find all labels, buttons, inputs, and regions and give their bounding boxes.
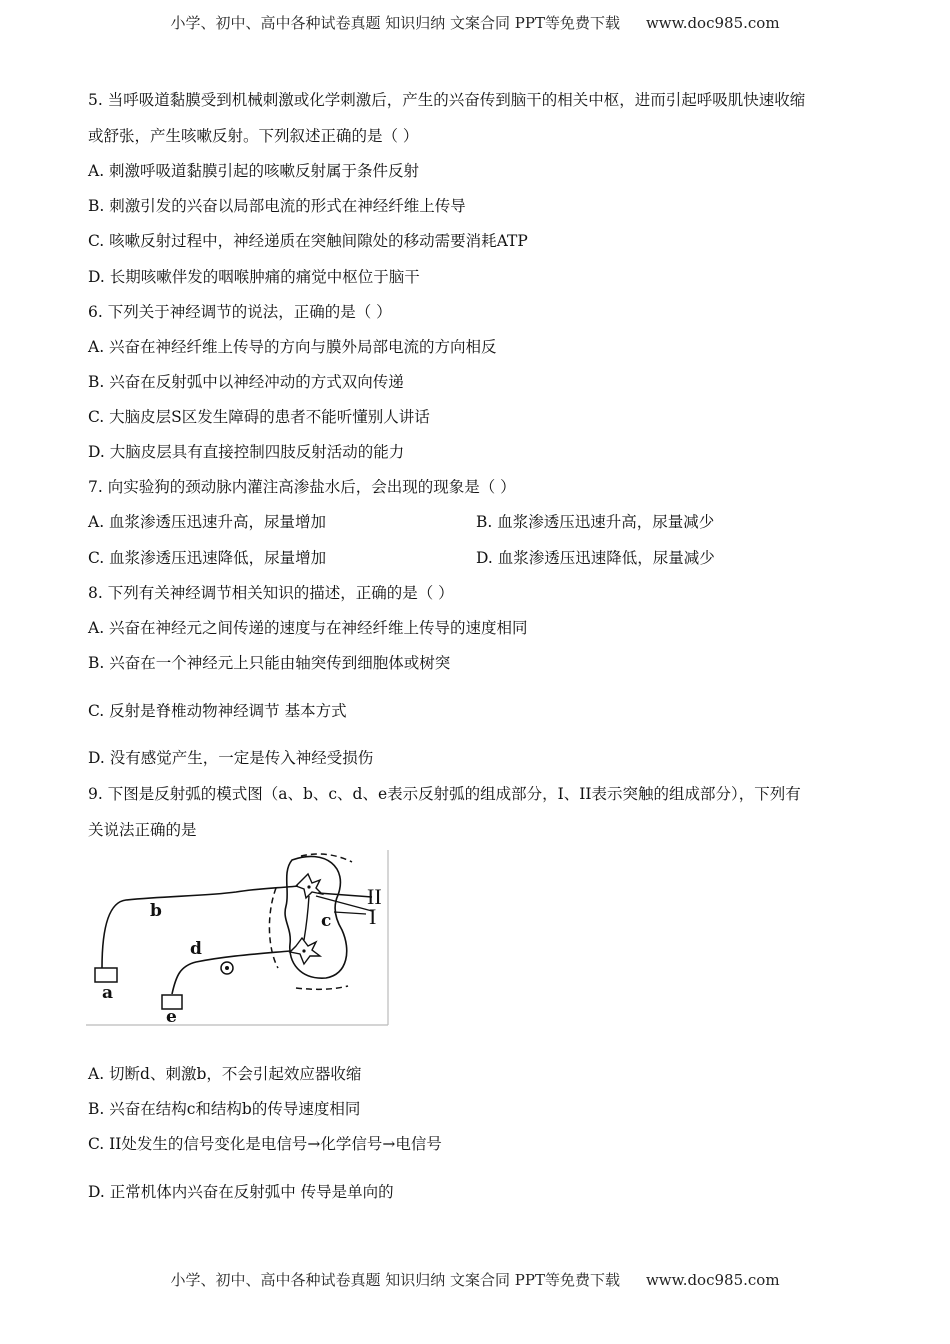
spinal-cord-outline xyxy=(285,856,347,978)
footer-site: www.doc985.com xyxy=(645,1271,780,1289)
q9-option-d: D. 正常机体内兴奋在反射弧中 传导是单向的 xyxy=(88,1183,394,1201)
q7-stem: 7. 向实验狗的颈动脉内灌注高渗盐水后，会出现的现象是（ ） xyxy=(88,478,516,496)
q7-option-d: D. 血浆渗透压迅速降低，尿量减少 xyxy=(476,549,715,567)
q9-option-c: C. II处发生的信号变化是电信号→化学信号→电信号 xyxy=(88,1135,442,1153)
q6-option-a: A. 兴奋在神经纤维上传导的方向与膜外局部电流的方向相反 xyxy=(88,338,497,356)
q9-option-a: A. 切断d、刺激b，不会引起效应器收缩 xyxy=(88,1065,362,1083)
label-c: c xyxy=(321,911,332,931)
q6-option-c: C. 大脑皮层S区发生障碍的患者不能听懂别人讲话 xyxy=(88,408,430,426)
q5-option-b: B. 刺激引发的兴奋以局部电流的形式在神经纤维上传导 xyxy=(88,197,466,215)
q8-option-c: C. 反射是脊椎动物神经调节 基本方式 xyxy=(88,702,347,720)
dashed-outline-left xyxy=(269,888,278,968)
reflex-arc-diagram xyxy=(86,850,390,1028)
q8-option-a: A. 兴奋在神经元之间传递的速度与在神经纤维上传导的速度相同 xyxy=(88,619,528,637)
q5-stem-line1: 5. 当呼吸道黏膜受到机械刺激或化学刺激后，产生的兴奋传到脑干的相关中枢，进而引起呼吸肌快速收缩 xyxy=(88,91,806,109)
page-footer xyxy=(0,1269,950,1290)
receptor-box-a xyxy=(95,968,117,982)
q7-option-a: A. 血浆渗透压迅速升高，尿量增加 xyxy=(88,513,327,531)
q8-option-d: D. 没有感觉产生，一定是传入神经受损伤 xyxy=(88,749,374,767)
page-header xyxy=(0,12,950,33)
q5-option-d: D. 长期咳嗽伴发的咽喉肿痛的痛觉中枢位于脑干 xyxy=(88,268,420,286)
header-site: www.doc985.com xyxy=(645,14,780,32)
q7-option-b: B. 血浆渗透压迅速升高，尿量减少 xyxy=(476,513,715,531)
label-b: b xyxy=(150,901,162,921)
label-d: d xyxy=(190,939,202,959)
label-e: e xyxy=(166,1007,177,1027)
q8-option-b: B. 兴奋在一个神经元上只能由轴突传到细胞体或树突 xyxy=(88,654,451,672)
q9-stem-line2: 关说法正确的是 xyxy=(88,821,197,839)
q9-option-b: B. 兴奋在结构c和结构b的传导速度相同 xyxy=(88,1100,361,1118)
q6-option-d: D. 大脑皮层具有直接控制四肢反射活动的能力 xyxy=(88,443,405,461)
dashed-outline-bottom xyxy=(296,986,348,989)
label-I: I xyxy=(369,904,377,929)
label-II: II xyxy=(367,884,382,909)
label-a: a xyxy=(102,983,114,1003)
q5-option-c: C. 咳嗽反射过程中，神经递质在突触间隙处的移动需要消耗ATP xyxy=(88,232,528,250)
q7-option-c: C. 血浆渗透压迅速降低，尿量增加 xyxy=(88,549,327,567)
header-text: 小学、初中、高中各种试卷真题 知识归纳 文案合同 PPT等免费下载 xyxy=(170,14,620,32)
q9-stem-line1: 9. 下图是反射弧的模式图（a、b、c、d、e表示反射弧的组成部分，I、II表示突触的组成部分），下列有 xyxy=(88,785,801,803)
footer-text: 小学、初中、高中各种试卷真题 知识归纳 文案合同 PPT等免费下载 xyxy=(170,1271,620,1289)
q5-option-a: A. 刺激呼吸道黏膜引起的咳嗽反射属于条件反射 xyxy=(88,162,420,180)
q8-stem: 8. 下列有关神经调节相关知识的描述，正确的是（ ） xyxy=(88,584,454,602)
q5-stem-line2: 或舒张，产生咳嗽反射。下列叙述正确的是（ ） xyxy=(88,127,419,145)
q6-stem: 6. 下列关于神经调节的说法，正确的是（ ） xyxy=(88,303,392,321)
q6-option-b: B. 兴奋在反射弧中以神经冲动的方式双向传递 xyxy=(88,373,404,391)
dashed-outline-top xyxy=(301,854,352,862)
